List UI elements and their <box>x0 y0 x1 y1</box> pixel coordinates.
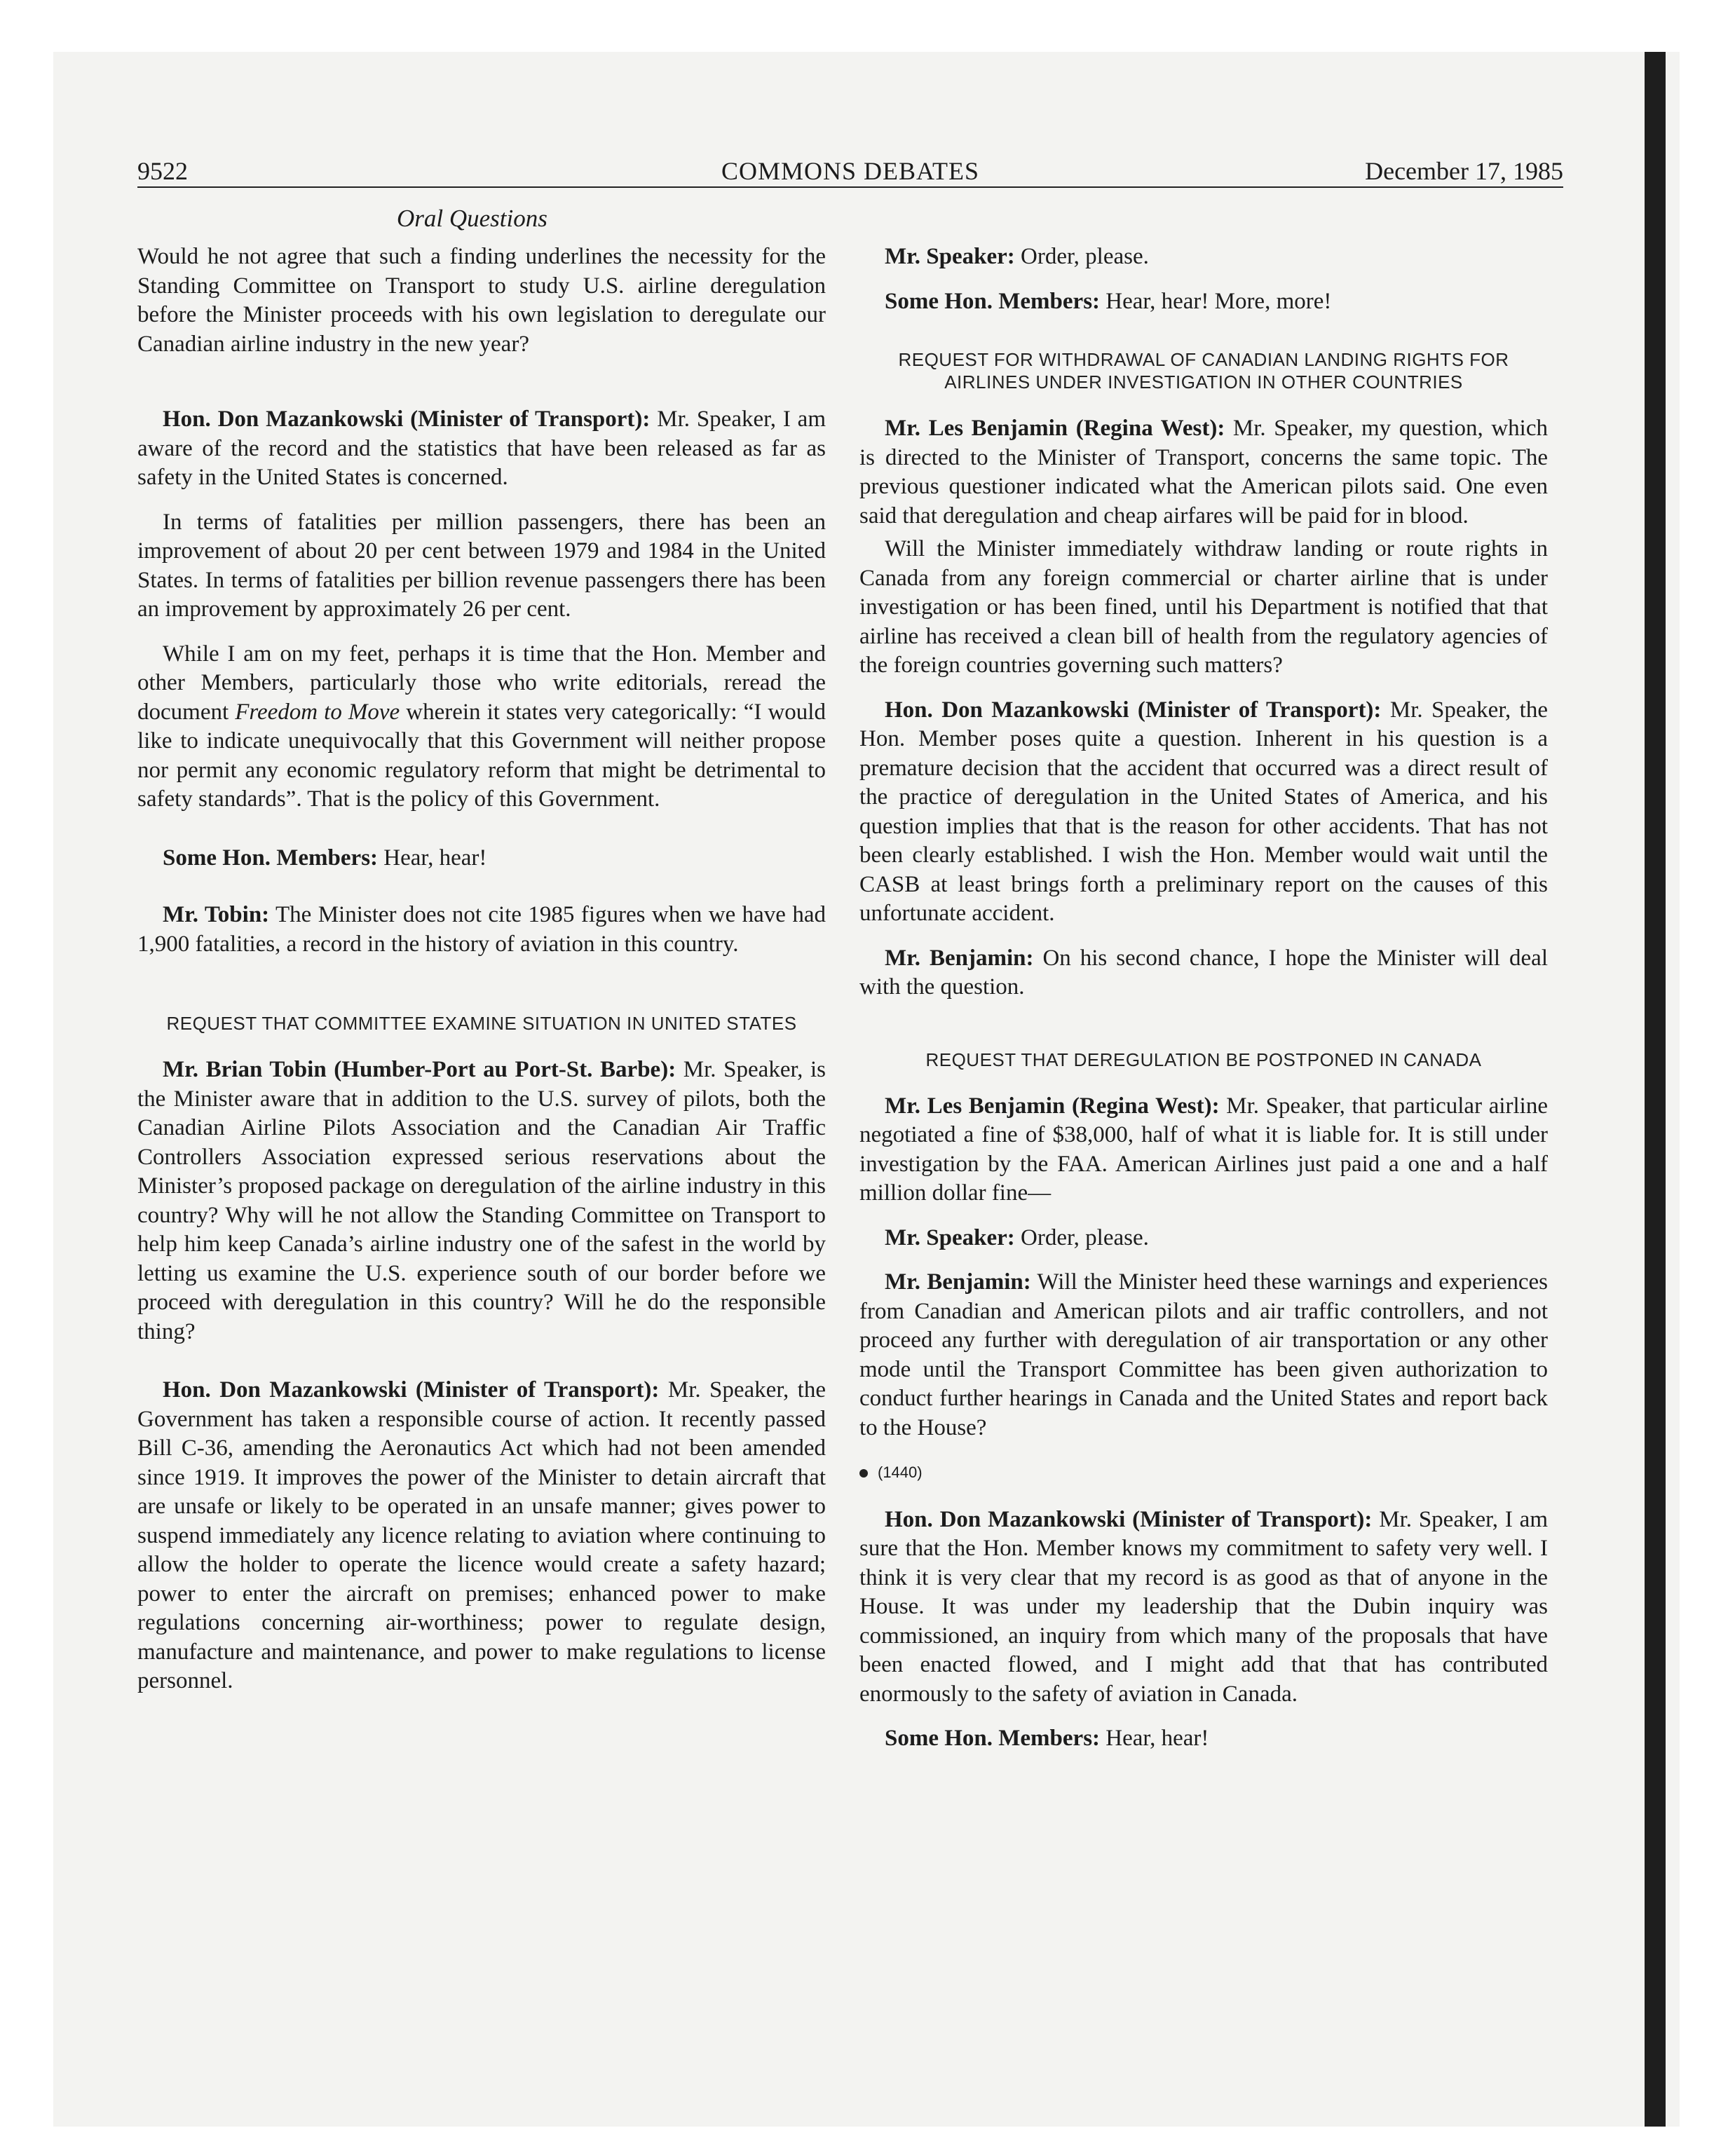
paragraph <box>859 1092 1548 1208</box>
speech-text: Mr. Speaker, my question, which is directed to the Minister of Transport, concerns the same topic. The previous questioner indicated what the American pilots said. One even said that deregulation and cheap airfares will be paid for in blood. <box>859 416 1548 528</box>
speech-text: Mr. Speaker, the Hon. Member poses quite a question. Inherent in his question is a premature decision that the accident that occurred was a direct result of the practice of deregulation in the United States of America, and his question implies that that is the reason for other accidents. That has not been clearly established. I wish the Hon. Member would wait until the CASB at least brings forth a preliminary report on the causes of this unfortunate accident. <box>859 697 1548 926</box>
paragraph <box>859 243 1548 272</box>
bullet-icon <box>859 1469 868 1478</box>
scan-edge-shadow <box>1645 52 1666 2127</box>
paragraph <box>137 1376 826 1696</box>
speaker-name: Hon. Don Mazankowski (Minister of Transport): <box>885 1506 1373 1532</box>
paragraph <box>137 640 826 814</box>
paragraph <box>137 1056 826 1346</box>
left-column <box>137 243 826 1712</box>
paragraph <box>859 1268 1548 1442</box>
paragraph <box>137 844 826 873</box>
page-header <box>137 153 1563 189</box>
section-heading: REQUEST THAT DEREGULATION BE POSTPONED IN CANADA <box>925 1049 1482 1070</box>
speaker-name: Mr. Speaker: <box>885 244 1015 269</box>
section-heading: REQUEST FOR WITHDRAWAL OF CANADIAN LANDING RIGHTS FOR AIRLINES UNDER INVESTIGATION IN OTHER COUNTRIES <box>898 349 1509 393</box>
speaker-name: Mr. Tobin: <box>163 902 270 927</box>
speaker-name: Hon. Don Mazankowski (Minister of Transport): <box>163 407 651 432</box>
speech-text: Order, please. <box>1014 1224 1149 1250</box>
speech-text: Mr. Speaker, I am aware of the record and the statistics that have been released as far as safety in the United States is concerned. <box>137 407 826 490</box>
speaker-name: Mr. Brian Tobin (Humber-Port au Port-St. Barbe): <box>163 1057 676 1082</box>
speech-text: The Minister does not cite 1985 figures when we have had 1,900 fatalities, a record in the history of aviation in this country. <box>137 902 826 957</box>
speech-text: wherein it states very categorically: “I would like to indicate unequivocally that this Government will neither propose nor permit any economic regulatory reform that might be detrimental to safety standards”. That is the policy of this Government. <box>137 699 826 812</box>
paragraph <box>859 414 1548 531</box>
paragraph <box>137 901 826 959</box>
speech-text: While I am on my feet, perhaps it is time that the Hon. Member and other Members, particularly those who write editorials, reread the document <box>137 641 826 725</box>
section-heading: REQUEST THAT COMMITTEE EXAMINE SITUATION IN UNITED STATES <box>166 1013 797 1034</box>
speech-text: Mr. Speaker, that particular airline negotiated a fine of $38,000, half of what it is liable for. It is still under investigation by the FAA. American Airlines just paid a one and a half million dollar fine— <box>859 1093 1548 1206</box>
header-date: December 17, 1985 <box>1365 157 1563 185</box>
paragraph: Would he not agree that such a finding underlines the necessity for the Standing Committee on Transport to study U.S. airline deregulation before the Minister proceeds with his own legislation to deregulate our Canadian airline industry in the new year? <box>137 244 826 357</box>
right-column <box>859 243 1548 1769</box>
paragraph <box>137 405 826 493</box>
speaker-name: Hon. Don Mazankowski (Minister of Transport): <box>885 697 1382 723</box>
speaker-name: Mr. Benjamin: <box>885 1269 1031 1295</box>
paragraph <box>859 1506 1548 1710</box>
speaker-name: Mr. Les Benjamin (Regina West): <box>885 1093 1220 1119</box>
speaker-name: Hon. Don Mazankowski (Minister of Transport): <box>163 1377 660 1403</box>
section-label: Oral Questions <box>397 205 547 232</box>
speech-text: Hear, hear! <box>1100 1726 1209 1751</box>
speaker-name: Some Hon. Members: <box>885 1726 1101 1751</box>
paragraph <box>859 1224 1548 1253</box>
paragraph: In terms of fatalities per million passengers, there has been an improvement of about 20 per cent between 1979 and 1984 in the United States. In terms of fatalities per billion revenue passengers there has been an improvement by approximately 26 per cent. <box>137 509 826 622</box>
speech-text: Hear, hear! More, more! <box>1100 288 1332 314</box>
speech-text: Mr. Speaker, is the Minister aware that in addition to the U.S. survey of pilots, both the Canadian Airline Pilots Association and the Canadian Air Traffic Controllers Association expressed serious reservations about the Minister’s proposed package on deregulation of the airline industry in this country? Why will he not allow the Standing Committee on Transport to help him keep Canada’s airline industry one of the safest in the world by letting us examine the U.S. experience south of our border before we proceed with deregulation in this country? Will he do the responsible thing? <box>137 1057 826 1344</box>
speech-text: On his second chance, I hope the Minister will deal with the question. <box>859 945 1548 999</box>
time-marker-text: (1440) <box>878 1464 923 1481</box>
page-number: 9522 <box>137 157 188 185</box>
time-marker <box>859 1458 1548 1487</box>
speaker-name: Mr. Speaker: <box>885 1224 1015 1250</box>
speaker-name: Some Hon. Members: <box>163 845 379 871</box>
speech-text: Mr. Speaker, I am sure that the Hon. Member knows my commitment to safety very well. I think it is very clear that my record is as good as that of anyone in the House. It was under my leadership that the Dubin inquiry was commissioned, an inquiry from which many of the proposals that have been enacted flowed, and I might add that that has contributed enormously to the safety of aviation in Canada. <box>859 1506 1548 1707</box>
speech-text: Will the Minister heed these warnings and experiences from Canadian and American pilots and air traffic controllers, and not proceed any further with deregulation of air transportation or any other mode until the Transport Committee has been given authorization to conduct further hearings in Canada and the United States and report back to the House? <box>859 1269 1549 1440</box>
speaker-name: Mr. Benjamin: <box>885 945 1034 971</box>
speaker-name: Mr. Les Benjamin (Regina West): <box>885 416 1225 441</box>
running-title: COMMONS DEBATES <box>721 157 980 185</box>
paragraph <box>859 287 1548 317</box>
speech-text: Mr. Speaker, the Government has taken a responsible course of action. It recently passed Bill C-36, amending the Aeronautics Act which had not been amended since 1919. It improves the power of the Minister to detain aircraft that are unsafe or likely to be operated in an unsafe manner; gives power to suspend immediately any licence relating to aviation where continuing to allow the holder to operate the licence would create a safety hazard; power to enter the aircraft on premises; enhanced power to make regulations concerning air-worthiness; power to regulate design, manufacture and maintenance, and power to make regulations to license personnel. <box>137 1377 826 1693</box>
header-rule <box>137 186 1563 188</box>
paragraph <box>859 696 1548 929</box>
paragraph <box>859 944 1548 1002</box>
paragraph <box>859 1724 1548 1754</box>
speech-text: Hear, hear! <box>378 845 487 871</box>
speech-text: Order, please. <box>1014 244 1149 269</box>
paragraph: Will the Minister immediately withdraw landing or route rights in Canada from any foreign commercial or charter airline that is under investigation or has been fined, until his Department is notified that that airline has received a clean bill of health from the regulatory agencies of the foreign countries governing such matters? <box>859 536 1548 678</box>
document-title: Freedom to Move <box>235 699 400 725</box>
speaker-name: Some Hon. Members: <box>885 288 1101 314</box>
